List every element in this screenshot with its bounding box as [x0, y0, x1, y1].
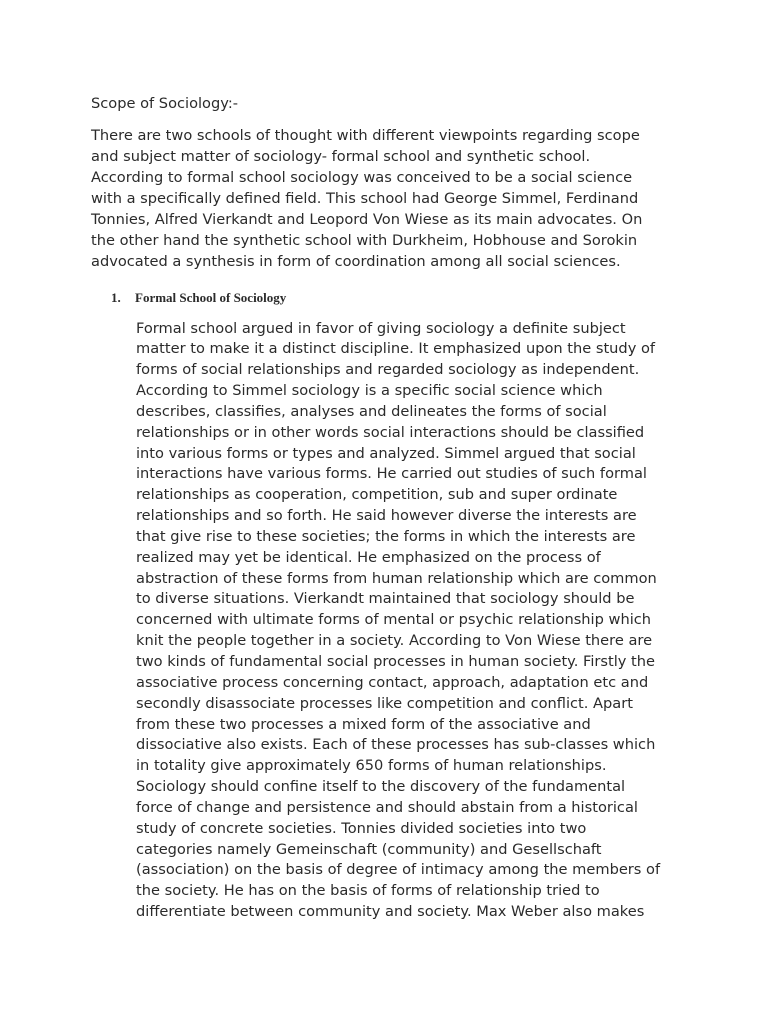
body-line: concerned with ultimate forms of mental or psychic relationship which [136, 611, 652, 629]
body-line: interactions have various forms. He carried out studies of such formal [136, 465, 647, 483]
body-line: categories namely Gemeinschaft (community) and Gesellschaft [136, 840, 602, 858]
body-line: in totality give approximately 650 forms of human relationships. [136, 757, 607, 775]
section-heading-text: Formal School of Sociology [135, 290, 287, 305]
body-line: study of concrete societies. Tonnies divided societies into two [136, 819, 587, 837]
body-line: associative process concerning contact, approach, adaptation etc and [136, 673, 649, 691]
body-line: matter to make it a distinct discipline. It emphasized upon the study of [136, 340, 656, 358]
body-line: According to Simmel sociology is a specific social science which [136, 382, 603, 400]
section-body-paragraph [136, 319, 696, 923]
body-line: force of change and persistence and should abstain from a historical [136, 798, 638, 816]
intro-line: and subject matter of sociology- formal school and synthetic school. [91, 147, 591, 165]
body-line: Sociology should confine itself to the discovery of the fundamental [136, 778, 626, 796]
intro-paragraph [91, 125, 691, 272]
body-line: relationships as cooperation, competition, sub and super ordinate [136, 486, 618, 504]
section-number: 1. [111, 290, 121, 305]
body-line: relationships and so forth. He said however diverse the interests are [136, 507, 637, 525]
intro-line: Tonnies, Alfred Vierkandt and Leopord Von Wiese as its main advocates. On [91, 210, 643, 228]
body-line: knit the people together in a society. According to Von Wiese there are [136, 632, 653, 650]
intro-line: advocated a synthesis in form of coordination among all social sciences. [91, 252, 621, 270]
body-line: that give rise to these societies; the forms in which the interests are [136, 527, 636, 545]
body-line: the society. He has on the basis of forms of relationship tried to [136, 882, 600, 900]
body-line: two kinds of fundamental social processes in human society. Firstly the [136, 653, 656, 670]
body-line: describes, classifies, analyses and delineates the forms of social [136, 402, 607, 420]
document-title: Scope of Sociology:- [91, 95, 239, 112]
body-line: forms of social relationships and regarded sociology as independent. [136, 361, 640, 379]
section-heading [111, 289, 286, 307]
body-line: realized may yet be identical. He emphasized on the process of [136, 548, 601, 566]
body-line: (association) on the basis of degree of intimacy among the members of [136, 861, 661, 879]
body-line: Formal school argued in favor of giving sociology a definite subject [136, 319, 626, 337]
body-line: differentiate between community and society. Max Weber also makes [136, 903, 645, 921]
body-line: secondly disassociate processes like competition and conflict. Apart [136, 694, 633, 712]
intro-line: According to formal school sociology was conceived to be a social science [91, 168, 633, 186]
intro-line: the other hand the synthetic school with Durkheim, Hobhouse and Sorokin [91, 231, 638, 249]
body-line: from these two processes a mixed form of the associative and [136, 715, 591, 733]
body-line: dissociative also exists. Each of these processes has sub-classes which [136, 736, 656, 754]
body-line: to diverse situations. Vierkandt maintained that sociology should be [136, 590, 635, 608]
body-line: relationships or in other words social interactions should be classified [136, 423, 645, 441]
body-line: abstraction of these forms from human relationship which are common [136, 569, 657, 587]
intro-line: with a specifically defined field. This school had George Simmel, Ferdinand [91, 189, 639, 207]
intro-line: There are two schools of thought with different viewpoints regarding scope [91, 126, 640, 144]
body-line: into various forms or types and analyzed. Simmel argued that social [136, 444, 636, 462]
